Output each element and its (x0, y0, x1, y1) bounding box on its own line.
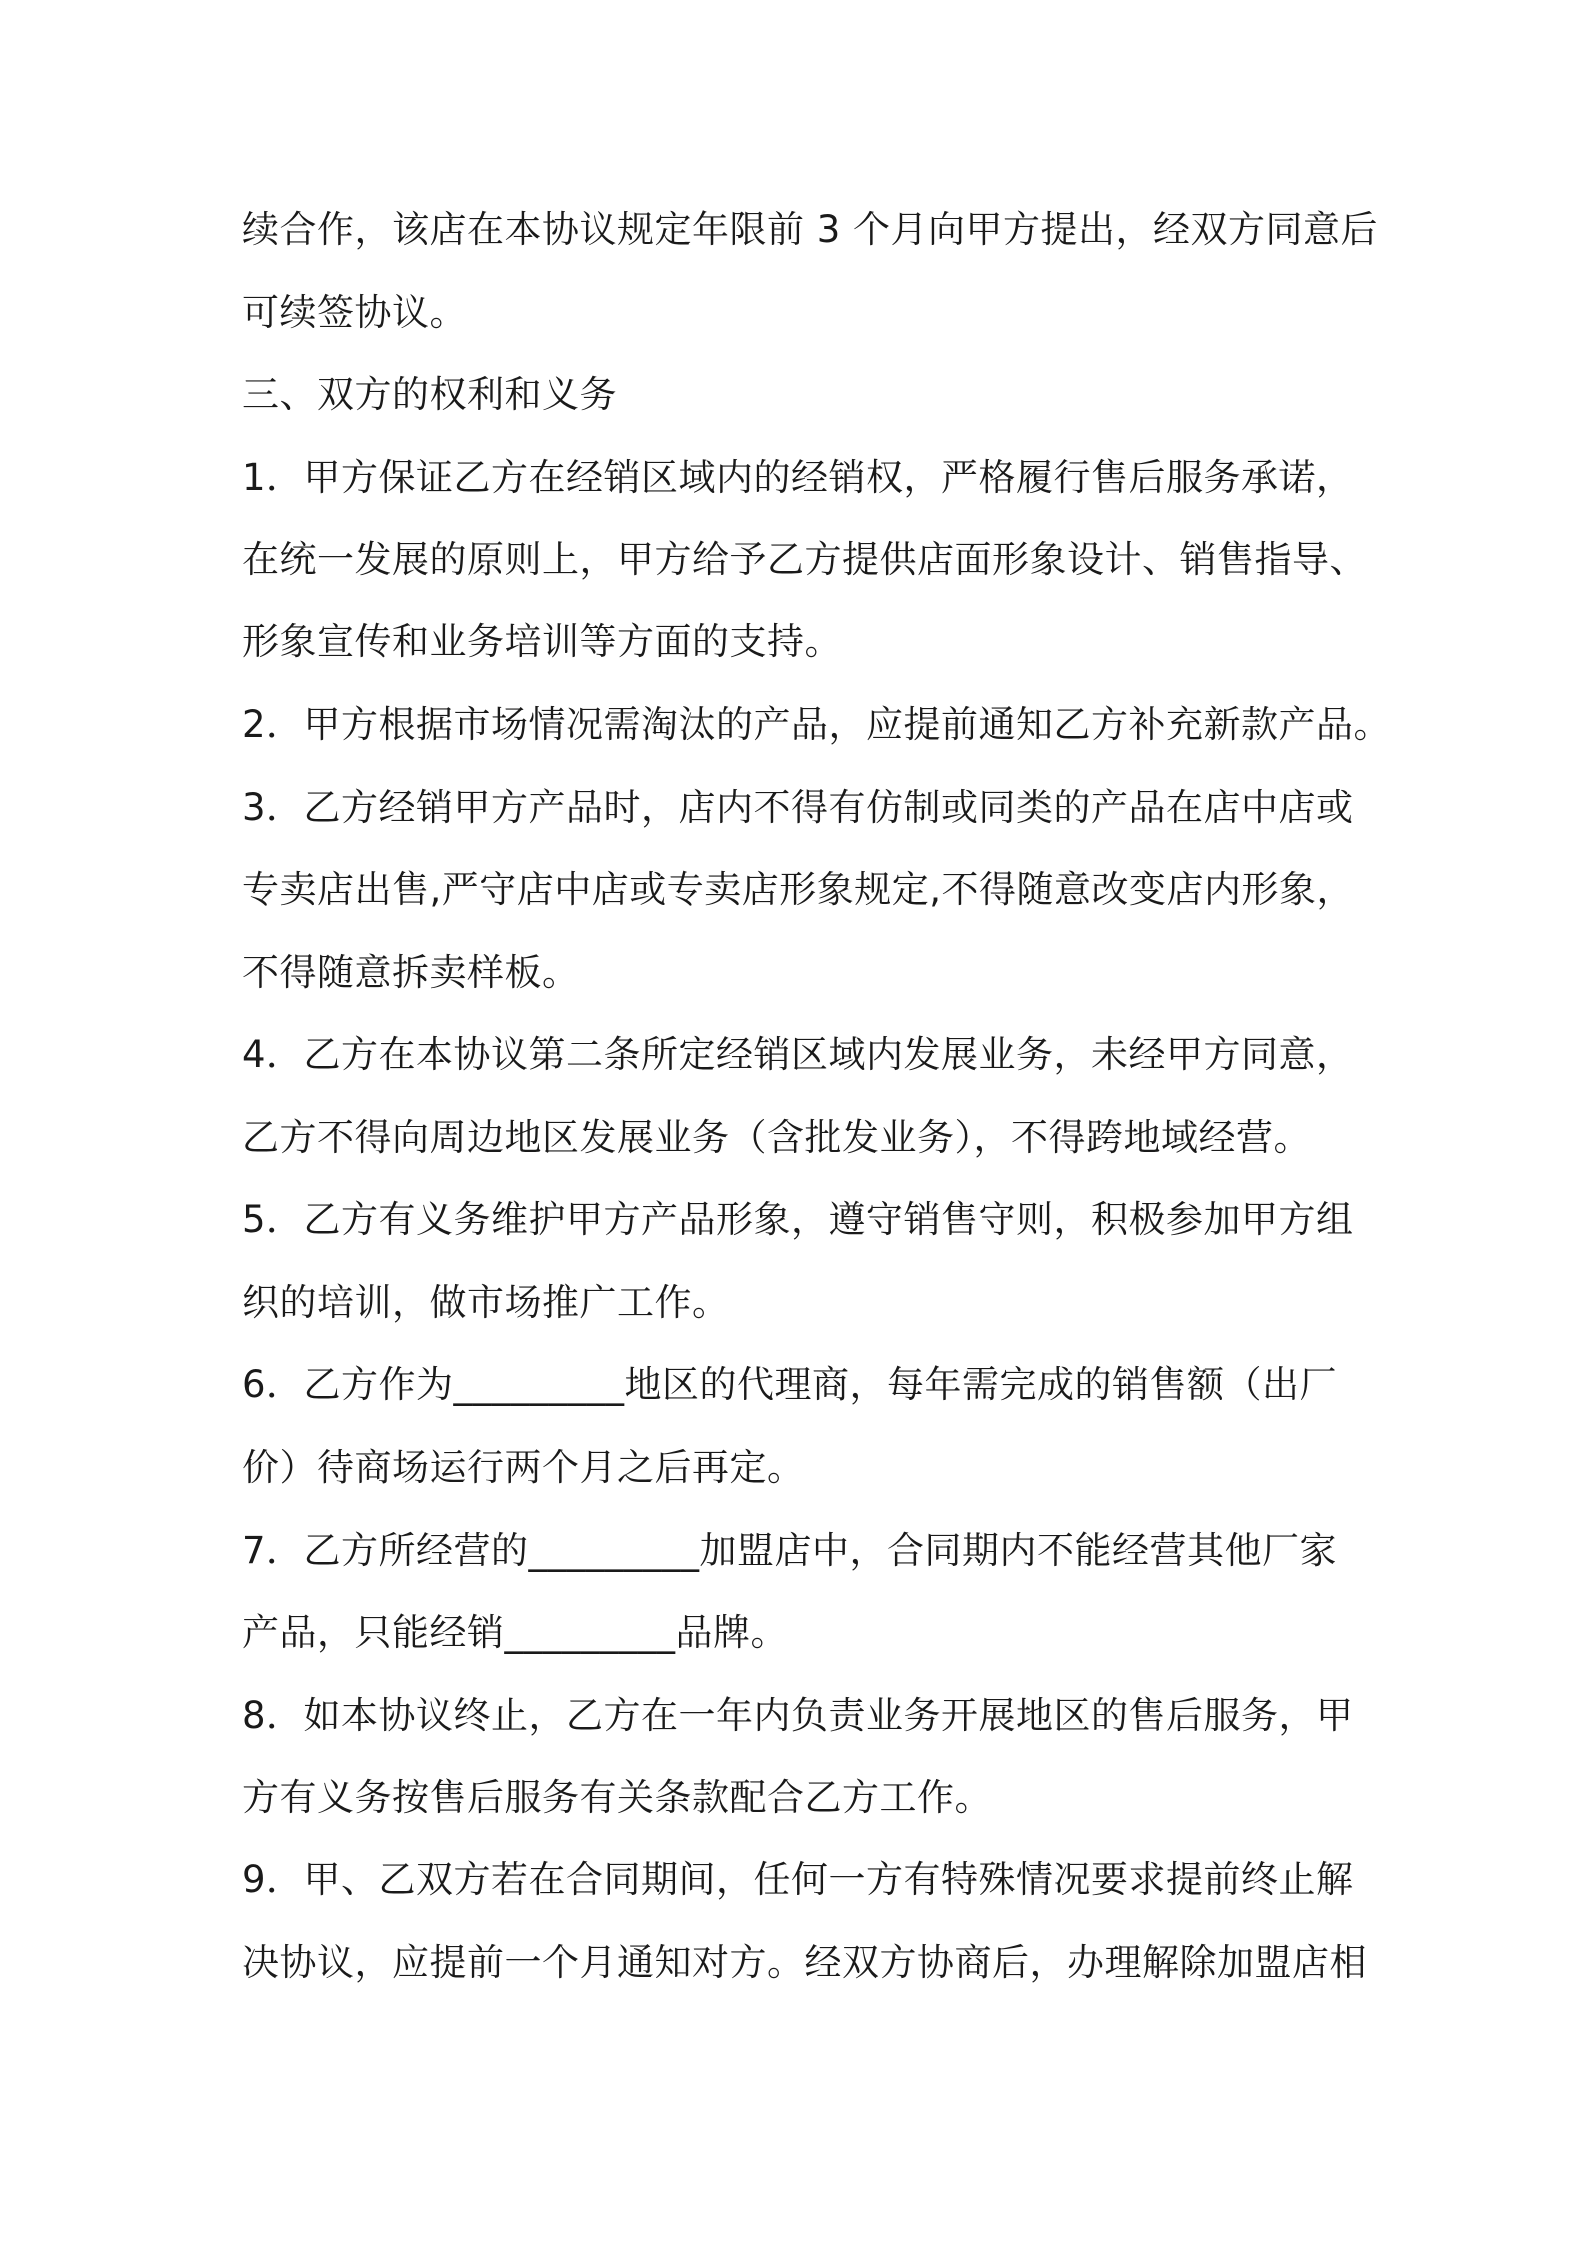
text-line: 6．乙方作为_________地区的代理商，每年需完成的销售额（出厂 (242, 1363, 1338, 1406)
text-line: 织的培训，做市场推广工作。 (242, 1281, 730, 1324)
text-line: 3．乙方经销甲方产品时，店内不得有仿制或同类的产品在店中店或 (242, 786, 1354, 829)
text-line: 形象宣传和业务培训等方面的支持。 (242, 620, 842, 663)
text-line: 价）待商场运行两个月之后再定。 (242, 1446, 805, 1489)
text-line: 产品，只能经销_________品牌。 (242, 1611, 788, 1654)
text-line: 决协议，应提前一个月通知对方。经双方协商后，办理解除加盟店相 (242, 1941, 1367, 1984)
text-line: 乙方不得向周边地区发展业务（含批发业务），不得跨地域经营。 (242, 1116, 1311, 1159)
text-line: 8．如本协议终止，乙方在一年内负责业务开展地区的售后服务，甲 (242, 1694, 1354, 1737)
text-line: 不得随意拆卖样板。 (242, 951, 580, 994)
text-line: 可续签协议。 (242, 291, 467, 334)
text-line: 4．乙方在本协议第二条所定经销区域内发展业务，未经甲方同意， (242, 1033, 1354, 1076)
text-line: 方有义务按售后服务有关条款配合乙方工作。 (242, 1776, 992, 1819)
text-line: 在统一发展的原则上，甲方给予乙方提供店面形象设计、销售指导、 (242, 538, 1367, 581)
text-line: 7．乙方所经营的_________加盟店中，合同期内不能经营其他厂家 (242, 1529, 1338, 1572)
text-line: 2．甲方根据市场情况需淘汰的产品，应提前通知乙方补充新款产品。 (242, 703, 1392, 746)
text-line: 续合作，该店在本协议规定年限前 3 个月向甲方提出，经双方同意后 (242, 208, 1379, 251)
text-line: 专卖店出售,严守店中店或专卖店形象规定,不得随意改变店内形象， (242, 868, 1355, 911)
text-line: 1．甲方保证乙方在经销区域内的经销权，严格履行售后服务承诺， (242, 456, 1354, 499)
section-heading: 三、双方的权利和义务 (242, 373, 617, 416)
text-line: 5．乙方有义务维护甲方产品形象，遵守销售守则，积极参加甲方组 (242, 1198, 1354, 1241)
text-line: 9．甲、乙双方若在合同期间，任何一方有特殊情况要求提前终止解 (242, 1858, 1354, 1901)
